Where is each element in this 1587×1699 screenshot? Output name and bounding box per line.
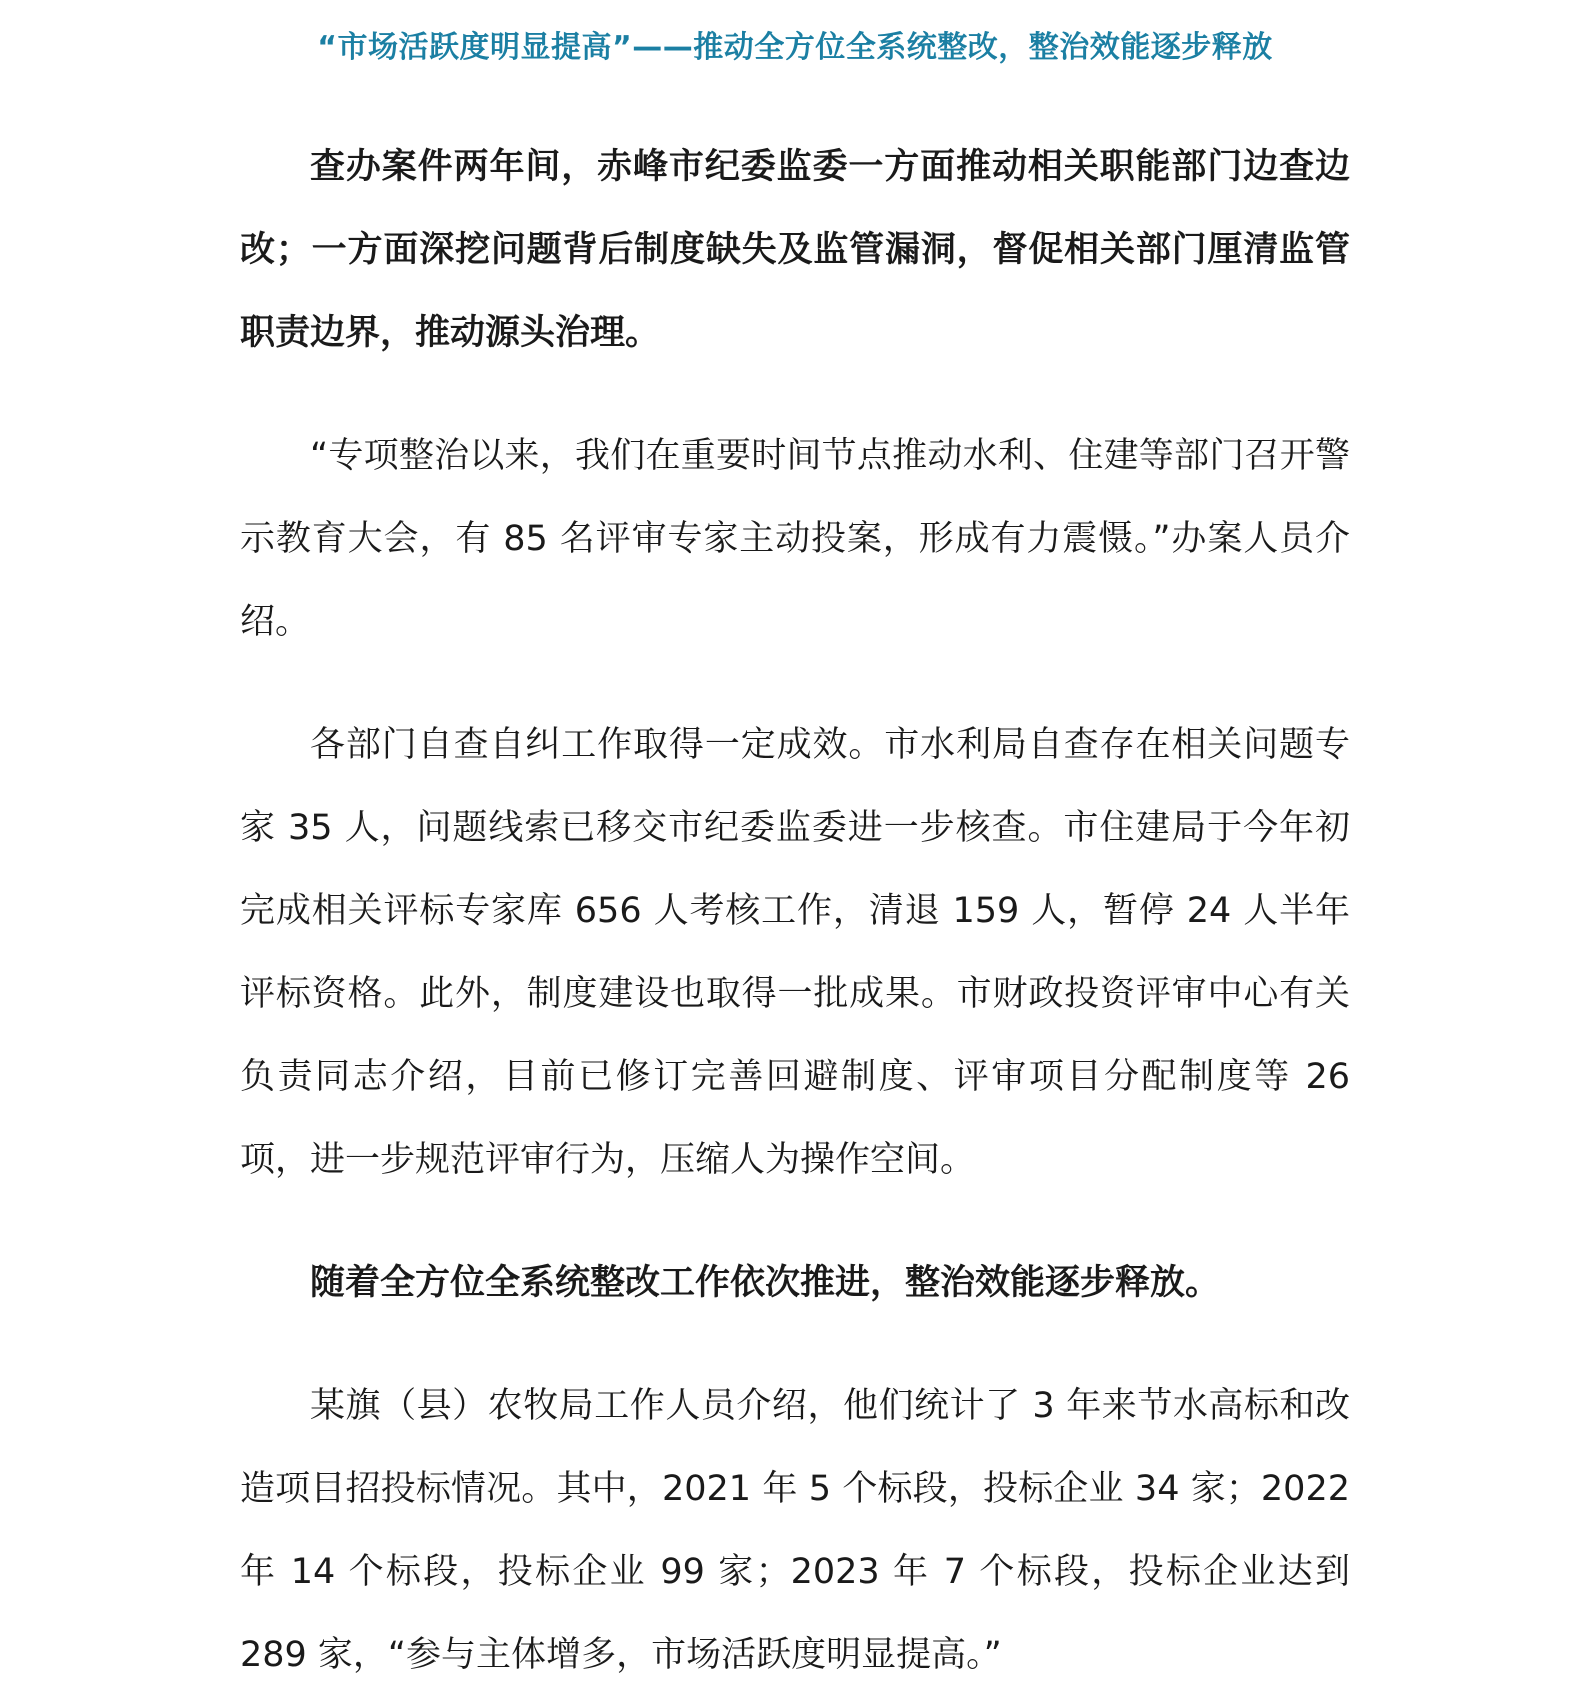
paragraph-quote: “专项整治以来，我们在重要时间节点推动水利、住建等部门召开警示教育大会，有 85 名评审专家主动投案，形成有力震慑。”办案人员介绍。 — [240, 436, 1350, 642]
section-title: “市场活跃度明显提高”——推动全方位全系统整改，整治效能逐步释放 — [317, 30, 1273, 65]
article-page — [240, 0, 1350, 1697]
paragraph-statistics: 某旗（县）农牧局工作人员介绍，他们统计了 3 年来节水高标和改造项目招投标情况。其中，2021 年 5 个标段，投标企业 34 家；2022 年 14 个标段，投标企业 99 家；2023 年 7 个标段，投标企业达到 289 家，“参与主体增多，市场活跃度明显提高。” — [240, 1386, 1350, 1675]
paragraph-results: 各部门自查自纠工作取得一定成效。市水利局自查存在相关问题专家 35 人，问题线索已移交市纪委监委进一步核查。市住建局于今年初完成相关评标专家库 656 人考核工作，清退 159 人，暂停 24 人半年评标资格。此外，制度建设也取得一批成果。市财政投资评审中心有关负责同志介绍，目前已修订完善回避制度、评审项目分配制度等 26 项，进一步规范评审行为，压缩人为操作空间。 — [240, 725, 1350, 1180]
paragraph-lead: 查办案件两年间，赤峰市纪委监委一方面推动相关职能部门边查边改；一方面深挖问题背后制度缺失及监管漏洞，督促相关部门厘清监管职责边界，推动源头治理。 — [240, 147, 1350, 353]
paragraph-summary: 随着全方位全系统整改工作依次推进，整治效能逐步释放。 — [310, 1263, 1221, 1303]
